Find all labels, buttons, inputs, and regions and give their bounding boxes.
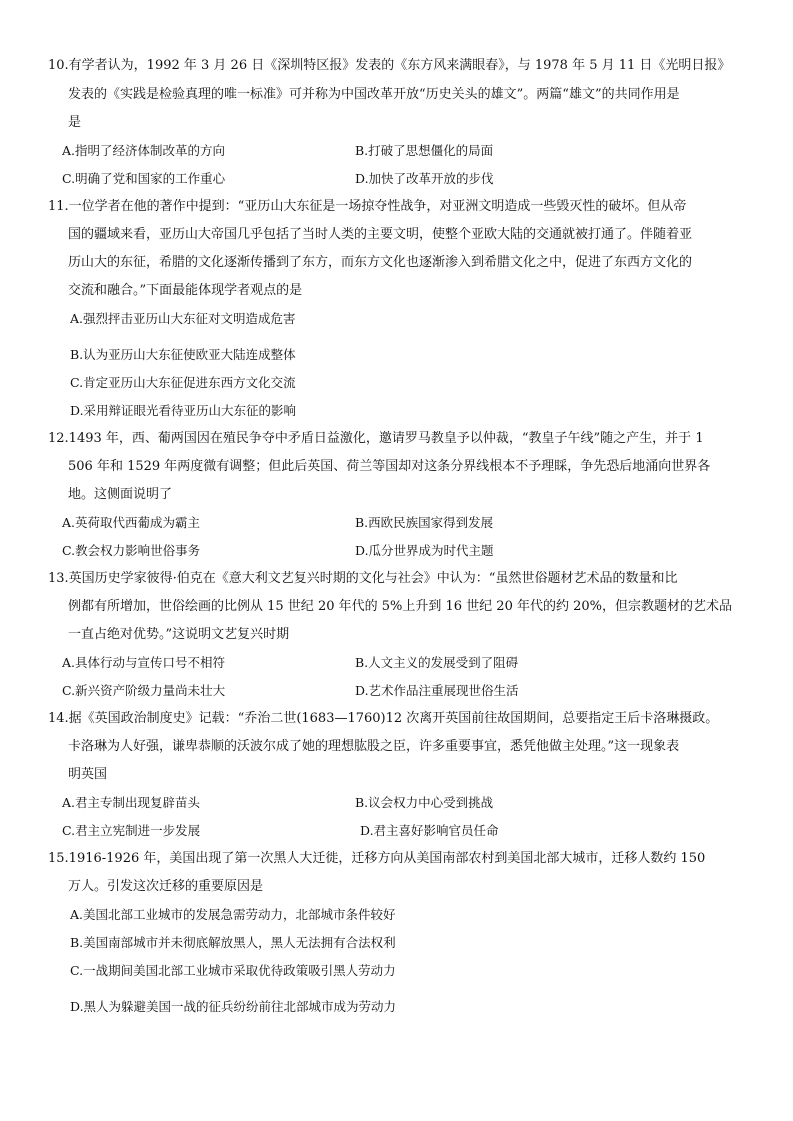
- option-12-a[interactable]: A.英荷取代西葡成为霸主: [62, 515, 201, 530]
- option-13-a[interactable]: A.具体行动与宣传口号不相符: [62, 655, 226, 670]
- option-10-d[interactable]: D.加快了改革开放的步伐: [355, 171, 494, 186]
- option-12-d[interactable]: D.瓜分世界成为时代主题: [355, 543, 494, 558]
- option-10-c[interactable]: C.明确了党和国家的工作重心: [62, 171, 226, 186]
- option-11-c[interactable]: C.肯定亚历山大东征促进东西方文化交流: [70, 375, 296, 390]
- option-15-a[interactable]: A.美国北部工业城市的发展急需劳动力，北部城市条件较好: [70, 907, 396, 922]
- question-11-line-2: 国的疆域来看，亚历山大帝国几乎包括了当时人类的主要文明，使整个亚欧大陆的交通就被打通了。伴随着亚: [68, 227, 693, 242]
- question-15-line-2: 万人。引发这次迁移的重要原因是: [68, 879, 264, 894]
- question-11-line-1: 11.一位学者在他的著作中提到：“亚历山大东征是一场掠夺性战争，对亚洲文明造成一些毁灭性的破坏。但从帝: [48, 199, 687, 214]
- question-14-line-3: 明英国: [68, 767, 108, 782]
- question-14-line-1: 14.据《英国政治制度史》记载：“乔治二世(1683—1760)12 次离开英国前往故国期间，总要指定王后卡洛琳摄政。: [48, 711, 719, 726]
- option-13-b[interactable]: B.人文主义的发展受到了阻碍: [355, 655, 519, 670]
- option-10-a[interactable]: A.指明了经济体制改革的方向: [62, 143, 226, 158]
- option-11-d[interactable]: D.采用辩证眼光看待亚历山大东征的影响: [70, 403, 297, 418]
- option-15-d[interactable]: D.黑人为躲避美国一战的征兵纷纷前往北部城市成为劳动力: [70, 999, 397, 1014]
- question-13-line-2: 例都有所增加，世俗绘画的比例从 15 世纪 20 年代的 5%上升到 16 世纪 20 年代的约 20%，但宗教题材的艺术品: [68, 599, 733, 614]
- option-12-c[interactable]: C.教会权力影响世俗事务: [62, 543, 201, 558]
- option-13-c[interactable]: C.新兴资产阶级力量尚未壮大: [62, 683, 226, 698]
- question-14-line-2: 卡洛琳为人好强，谦卑恭顺的沃波尔成了她的理想肱股之臣，许多重要事宜，悉凭他做主处理。”这一现象表: [68, 739, 680, 754]
- option-14-c[interactable]: C.君主立宪制进一步发展: [62, 823, 201, 838]
- option-15-b[interactable]: B.美国南部城市并未彻底解放黑人，黑人无法拥有合法权利: [70, 935, 396, 950]
- question-11-line-3: 历山大的东征，希腊的文化逐渐传播到了东方，而东方文化也逐渐渗入到希腊文化之中，促进了东西方文化的: [68, 255, 693, 270]
- option-11-b[interactable]: B.认为亚历山大东征使欧亚大陆连成整体: [70, 347, 296, 362]
- question-12-line-1: 12.1493 年，西、葡两国因在殖民争夺中矛盾日益激化，邀请罗马教皇予以仲裁，“教皇子午线”随之产生，并于 1: [48, 431, 704, 446]
- option-13-d[interactable]: D.艺术作品注重展现世俗生活: [355, 683, 519, 698]
- question-15-line-1: 15.1916-1926 年，美国出现了第一次黑人大迁徙，迁移方向从美国南部农村到美国北部大城市，迁移人数约 150: [48, 851, 706, 866]
- option-15-c[interactable]: C.一战期间美国北部工业城市采取优待政策吸引黑人劳动力: [70, 963, 396, 978]
- option-14-d[interactable]: D.君主喜好影响官员任命: [360, 823, 499, 838]
- question-10-line-2: 发表的《实践是检验真理的唯一标准》可并称为中国改革开放“历史关头的雄文”。两篇“雄文”的共同作用是: [68, 87, 680, 102]
- option-14-a[interactable]: A.君主专制出现复辟苗头: [62, 795, 201, 810]
- question-10-line-3: 是: [68, 115, 82, 130]
- option-11-a[interactable]: A.强烈抨击亚历山大东征对文明造成危害: [70, 311, 296, 326]
- option-10-b[interactable]: B.打破了思想僵化的局面: [355, 143, 494, 158]
- question-13-line-3: 一直占绝对优势。”这说明文艺复兴时期: [68, 627, 290, 642]
- question-13-line-1: 13.英国历史学家彼得·伯克在《意大利文艺复兴时期的文化与社会》中认为：“虽然世俗题材艺术品的数量和比: [48, 571, 678, 586]
- question-12-line-3: 地。这侧面说明了: [68, 487, 173, 502]
- option-14-b[interactable]: B.议会权力中心受到挑战: [355, 795, 494, 810]
- question-10-line-1: 10.有学者认为，1992 年 3 月 26 日《深圳特区报》发表的《东方风来满眼春》，与 1978 年 5 月 11 日《光明日报》: [48, 58, 731, 73]
- option-12-b[interactable]: B.西欧民族国家得到发展: [355, 515, 494, 530]
- question-11-line-4: 交流和融合。”下面最能体现学者观点的是: [68, 283, 303, 298]
- question-12-line-2: 506 年和 1529 年两度微有调整；但此后英国、荷兰等国却对这条分界线根本不予理睬，争先恐后地涌向世界各: [68, 459, 711, 474]
